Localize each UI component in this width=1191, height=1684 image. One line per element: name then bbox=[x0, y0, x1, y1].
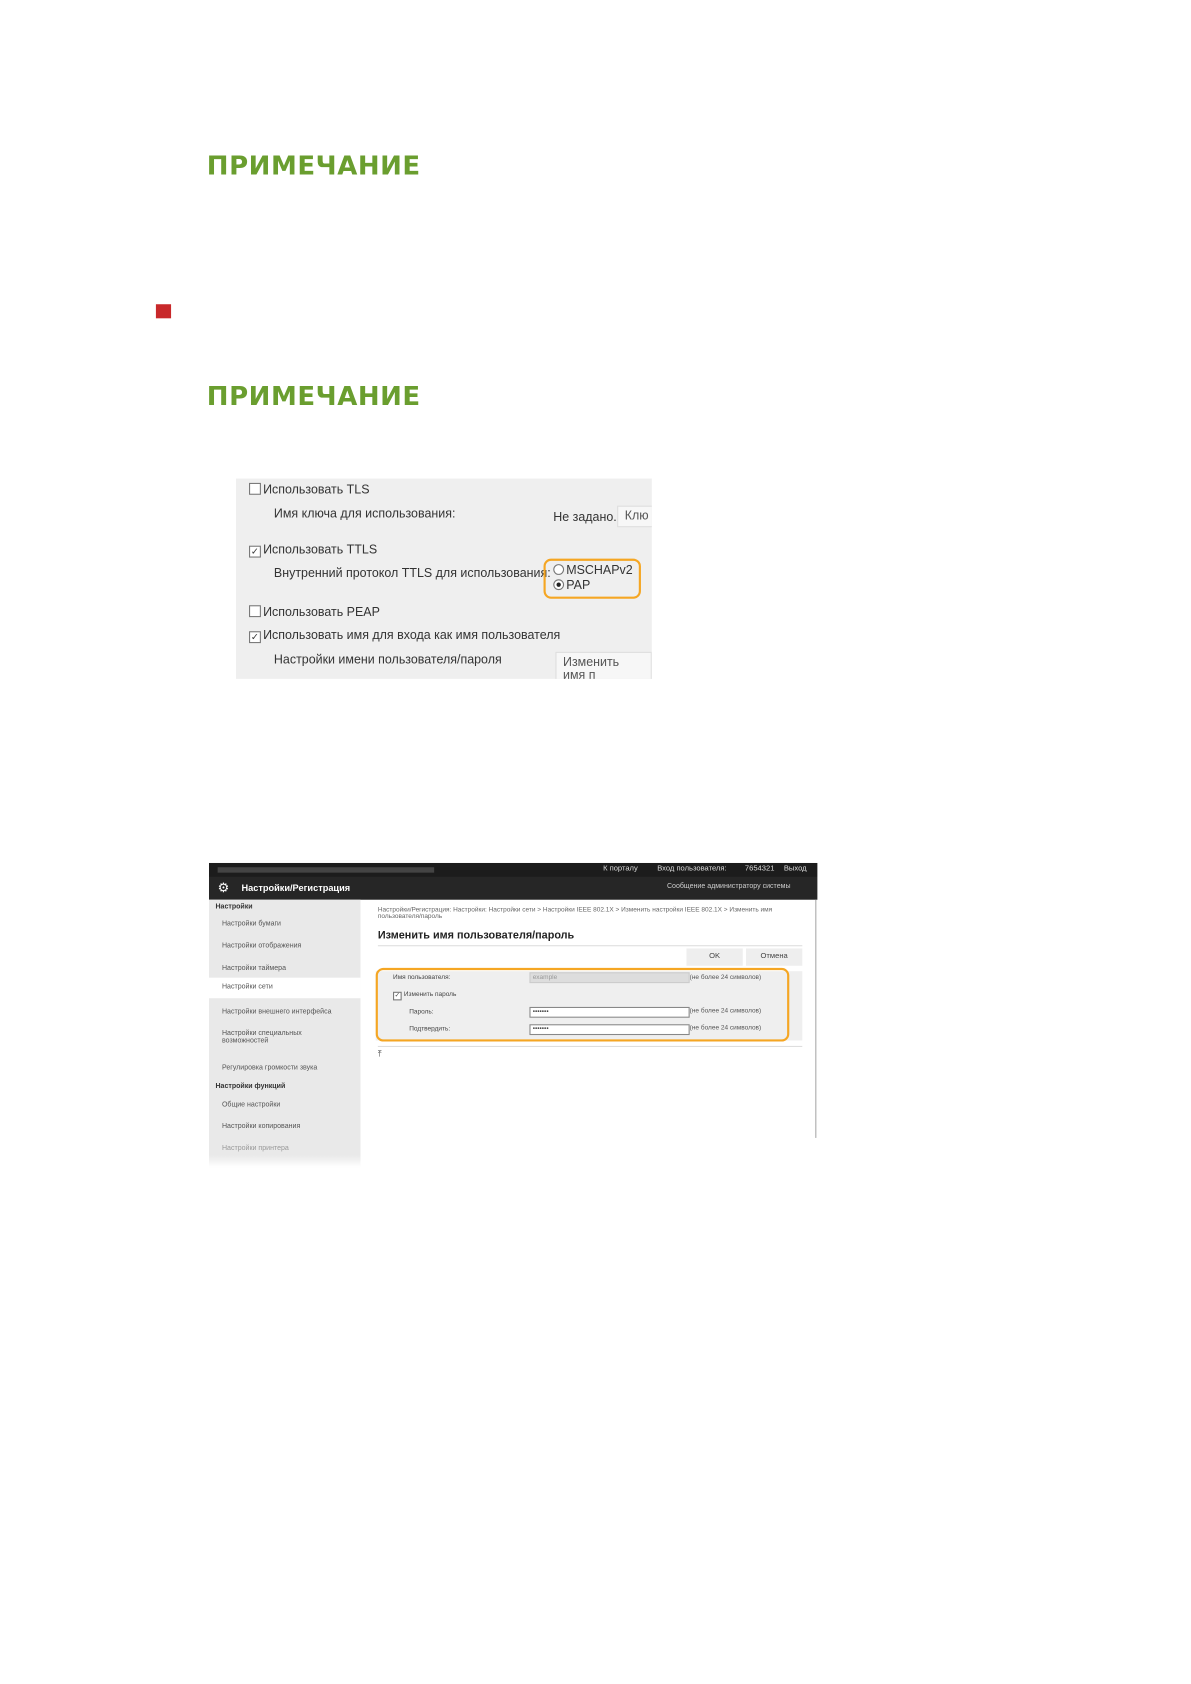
radio-selected-icon bbox=[553, 579, 564, 590]
top-bar bbox=[209, 863, 817, 877]
label: PAP bbox=[566, 579, 591, 593]
label: Использовать PEAP bbox=[263, 606, 380, 620]
to-top-icon[interactable]: ⤒ bbox=[377, 1049, 382, 1059]
logout-link[interactable]: Выход bbox=[783, 865, 807, 873]
sidebar-item[interactable]: Регулировка громкости звука bbox=[221, 1064, 318, 1072]
sidebar-item[interactable]: Настройки копирования bbox=[221, 1122, 301, 1131]
change-password-checkbox[interactable] bbox=[393, 992, 456, 1001]
radio-icon bbox=[553, 564, 564, 575]
note-heading: ПРИМЕЧАНИЕ bbox=[206, 150, 421, 181]
sidebar-item-selected[interactable]: Настройки сети bbox=[221, 983, 273, 991]
sidebar-item[interactable]: Настройки таймера bbox=[221, 964, 287, 973]
username-label: Имя пользователя: bbox=[393, 974, 451, 981]
divider bbox=[378, 945, 802, 946]
label: Использовать TLS bbox=[263, 483, 370, 497]
frame-edge bbox=[815, 900, 816, 1138]
confirm-label: Подтвердить: bbox=[409, 1026, 451, 1033]
checkbox-icon bbox=[249, 483, 261, 495]
note-heading: ПРИМЕЧАНИЕ bbox=[206, 381, 421, 412]
key-button[interactable]: Клю bbox=[617, 506, 652, 528]
confirm-field[interactable]: ••••••• bbox=[529, 1024, 689, 1035]
change-username-button[interactable]: Изменить имя п bbox=[555, 652, 651, 679]
remote-ui-screenshot bbox=[209, 863, 817, 1167]
sidebar-item[interactable]: Настройки принтера bbox=[221, 1144, 289, 1152]
radio-mschapv2[interactable] bbox=[553, 564, 632, 577]
limit-hint: (не более 24 символов) bbox=[689, 974, 762, 981]
checkbox-checked-icon: ✓ bbox=[250, 545, 260, 557]
radio-pap[interactable] bbox=[553, 579, 590, 592]
password-label: Пароль: bbox=[409, 1009, 434, 1016]
cancel-button[interactable]: Отмена bbox=[746, 948, 802, 965]
sidebar-item[interactable]: Настройки внешнего интерфейса bbox=[221, 1007, 332, 1016]
title-bar bbox=[209, 877, 817, 900]
label: Изменить пароль bbox=[403, 991, 457, 999]
use-peap-checkbox[interactable] bbox=[249, 605, 380, 619]
username-field[interactable]: example bbox=[529, 972, 689, 983]
sidebar-item[interactable]: Настройки отображения bbox=[221, 941, 302, 950]
admin-message-link[interactable]: Сообщение администратору системы bbox=[666, 882, 791, 890]
sidebar-section: Настройки bbox=[215, 902, 253, 911]
limit-hint: (не более 24 символов) bbox=[689, 1007, 762, 1015]
checkbox-checked-icon: ✓ bbox=[250, 631, 260, 643]
key-name-label: Имя ключа для использования: bbox=[273, 507, 456, 521]
password-field[interactable]: ••••••• bbox=[529, 1007, 689, 1018]
inner-protocol-label: Внутренний протокол TTLS для использования: bbox=[273, 567, 551, 581]
key-name-value: Не задано. bbox=[553, 511, 617, 525]
label: Использовать TTLS bbox=[263, 543, 378, 557]
ok-button[interactable]: OK bbox=[686, 948, 742, 965]
label: Использовать имя для входа как имя пользователя bbox=[263, 629, 561, 643]
login-user-label: Вход пользователя: bbox=[657, 865, 727, 873]
fade-overlay bbox=[209, 1155, 817, 1167]
page-title: Изменить имя пользователя/пароль bbox=[377, 930, 575, 942]
portal-link[interactable]: К порталу bbox=[603, 865, 638, 873]
user-id: 7654321 bbox=[744, 865, 775, 873]
ieee8021x-settings-screenshot bbox=[236, 479, 652, 679]
sidebar-item[interactable]: Настройки бумаги bbox=[221, 920, 281, 928]
bullet-marker bbox=[156, 304, 171, 318]
label: MSCHAPv2 bbox=[566, 564, 633, 578]
app-title: Настройки/Регистрация bbox=[241, 882, 351, 894]
checkbox-icon bbox=[249, 605, 261, 617]
breadcrumb: Настройки/Регистрация: Настройки: Настройки сети > Настройки IEEE 802.1X > Изменить настройки IEEE 802.1X > Изменить имя пользователя/пароль bbox=[377, 907, 773, 921]
sidebar-item[interactable]: Общие настройки bbox=[221, 1101, 281, 1109]
checkbox-checked-icon: ✓ bbox=[394, 992, 401, 1000]
limit-hint: (не более 24 символов) bbox=[689, 1025, 762, 1032]
use-ttls-checkbox[interactable] bbox=[249, 544, 377, 558]
sidebar-section: Настройки функций bbox=[215, 1082, 286, 1091]
sidebar-item[interactable]: Настройки специальных возможностей bbox=[221, 1029, 302, 1045]
user-settings-label: Настройки имени пользователя/пароля bbox=[273, 653, 502, 667]
settings-logo-icon: ⚙ bbox=[217, 880, 230, 896]
divider bbox=[378, 1046, 802, 1047]
use-tls-checkbox[interactable] bbox=[249, 483, 370, 497]
use-login-name-checkbox[interactable] bbox=[249, 629, 560, 643]
blurred-device-info bbox=[218, 867, 435, 872]
sidebar bbox=[209, 900, 361, 1167]
